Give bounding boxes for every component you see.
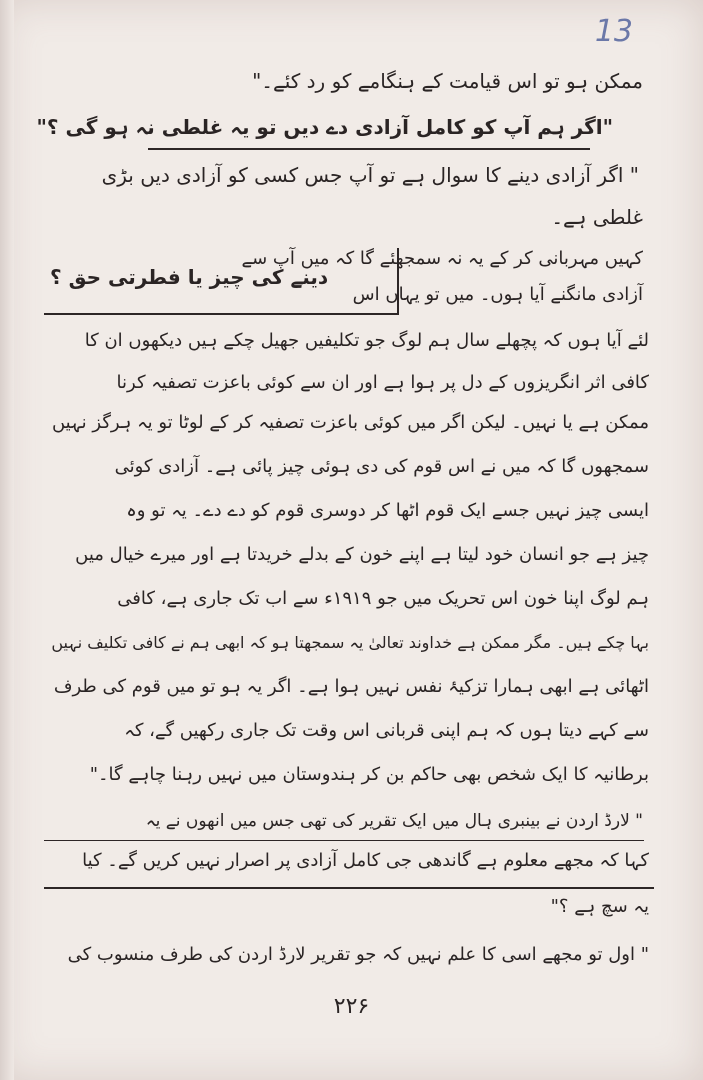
question-2-underline bbox=[44, 887, 654, 889]
question-2-upper-rule bbox=[44, 840, 644, 841]
question-line-2b: کہا کہ مجھے معلوم ہے گاندھی جی کامل آزادی پر اصرار نہیں کریں گے۔ کیا bbox=[82, 850, 649, 871]
page-number: ۲۲۶ bbox=[333, 994, 370, 1019]
text-line-13: ہم لوگ اپنا خون اس تحریک میں جو ۱۹۱۹ء سے اب تک جاری ہے، کافی bbox=[117, 588, 649, 609]
text-line-14: بہا چکے ہیں۔ مگر ممکن ہے خداوند تعالیٰ یہ سمجھتا ہو کہ ابھی ہم نے کافی تکلیف نہیں bbox=[51, 633, 649, 652]
page-edge bbox=[0, 0, 14, 1080]
text-line-1: ممکن ہو تو اس قیامت کے ہنگامے کو رد کئے۔" bbox=[252, 69, 643, 93]
text-line-5: کہیں مہربانی کر کے یہ نہ سمجھئے گا کہ میں آپ سے bbox=[241, 248, 643, 269]
text-line-12: چیز ہے جو انسان خود لیتا ہے اپنے خون کے بدلے خریدتا ہے اور میرے خیال میں bbox=[75, 544, 649, 565]
question-line-2a: " لارڈ اردن نے بینبری ہال میں ایک تقریر کی تھی جس میں انھوں نے یہ bbox=[145, 811, 643, 831]
question-line-1: "اگر ہم آپ کو کامل آزادی دے دیں تو یہ غلطی نہ ہو گی ؟" bbox=[36, 115, 613, 139]
text-line-9: ممکن ہے یا نہیں۔ لیکن اگر میں کوئی باعزت تصفیہ کر کے لوٹا تو یہ ہرگز نہیں bbox=[51, 412, 649, 433]
handwritten-page-number: 13 bbox=[594, 14, 633, 49]
text-line-15: اٹھائی ہے ابھی ہمارا تزکیۂ نفس نہیں ہوا ہے۔ اگر یہ ہو تو میں قوم کی طرف bbox=[53, 676, 649, 697]
text-line-11: ایسی چیز نہیں جسے ایک قوم اٹھا کر دوسری قوم کو دے دے۔ یہ تو وہ bbox=[126, 500, 649, 521]
side-heading: دینے کی چیز یا فطرتی حق ؟ bbox=[50, 265, 329, 289]
text-line-final: " اول تو مجھے اسی کا علم نہیں کہ جو تقریر لارڈ اردن کی طرف منسوب کی bbox=[67, 944, 649, 965]
text-line-10: سمجھوں گا کہ میں نے اس قوم کی دی ہوئی چیز پائی ہے۔ آزادی کوئی bbox=[114, 456, 649, 477]
text-line-7: لئے آیا ہوں کہ پچھلے سال ہم لوگ جو تکلیفیں جھیل چکے ہیں دیکھوں ان کا bbox=[84, 330, 649, 351]
text-line-16: سے کہے دیتا ہوں کہ ہم اپنی قربانی اس وقت تک جاری رکھیں گے، کہ bbox=[124, 720, 649, 741]
text-line-3: " اگر آزادی دینے کا سوال ہے تو آپ جس کسی کو آزادی دیں بڑی bbox=[101, 163, 639, 187]
question-line-2c: یہ سچ ہے ؟" bbox=[550, 896, 649, 917]
question-underline bbox=[148, 148, 590, 150]
text-line-17: برطانیہ کا ایک شخص بھی حاکم بن کر ہندوستان میں نہیں رہنا چاہے گا۔" bbox=[89, 764, 649, 785]
text-line-4: غلطی ہے۔ bbox=[551, 205, 643, 229]
text-line-6: آزادی مانگنے آیا ہوں۔ میں تو یہاں اس bbox=[352, 284, 643, 305]
side-heading-bottom-rule bbox=[44, 313, 399, 315]
text-line-8: کافی اثر انگریزوں کے دل پر ہوا ہے اور ان سے کوئی باعزت تصفیہ کرنا bbox=[116, 372, 649, 393]
